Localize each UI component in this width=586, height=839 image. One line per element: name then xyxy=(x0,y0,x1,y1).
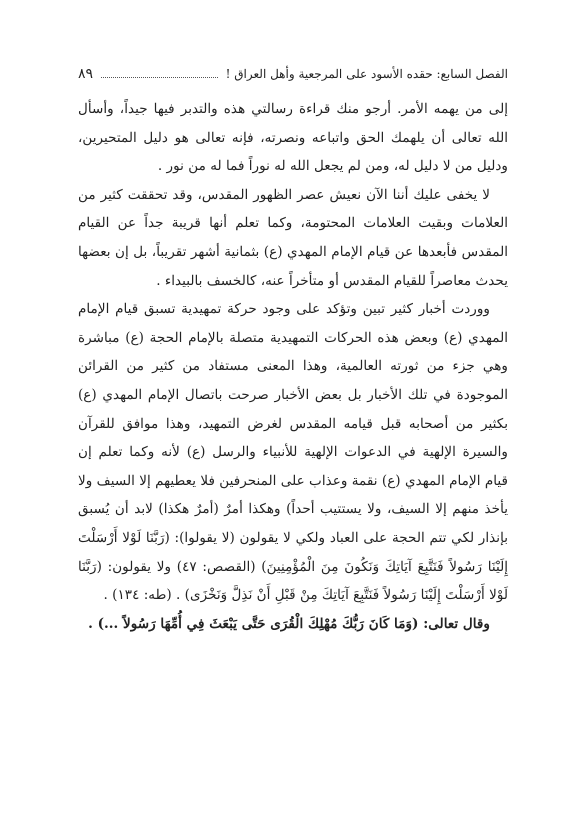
chapter-title: الفصل السابع: حقده الأسود على المرجعية وأهل العراق ! xyxy=(225,67,508,81)
paragraph-2: لا يخفى عليك أننا الآن نعيش عصر الظهور المقدس، وقد تحققت كثير من العلامات وبقيت العلامات المحتومة، وكما تعلم أنها قريبة جداً عن القيام المقدس فأبعدها عن قيام الإمام المهدي (ع) بثمانية أشهر تقريباً، بل إن بعضها يحدث معاصراً للقيام المقدس أو متأخراً عنه، كالخسف بالبيداء . xyxy=(78,186,508,289)
page-body xyxy=(78,95,508,638)
paragraph-3: ووردت أخبار كثير تبين وتؤكد على وجود حركة تمهيدية تسبق قيام الإمام المهدي (ع) وبعض هذه الحركات التمهيدية متصلة بالإمام الحجة (ع) مباشرة وهي جزء من ثورته العالمية، وهذا المعنى مستفاد من كثير من القرائن الموجودة في تلك الأخبار بل بعض الأخبار صرحت باتصال الإمام المهدي (ع) بكثير من أصحابه قبل قيامه المقدس لغرض التمهيد، وهذا موافق للقرآن والسيرة الإلهية في الدعوات الإلهية للأنبياء والرسل (ع) لأنه وكما تعلم إن قيام الإمام المهدي (ع) نقمة وعذاب على المنحرفين فلا يعطيهم إلا السيف ولا يأخذ منهم إلا السيف، ولا يستتيب أحداً) وهكذا أمرٌ (أمرٌ هكذا) لابد أن يُسبق بإنذار لكي تتم الحجة على العباد ولكي لا يقولون (لا يقولوا): (رَبَّنَا لَوْلا أَرْسَلْتَ إِلَيْنَا رَسُولاً فَنَتَّبِعَ آيَاتِكَ وَنَكُونَ مِنَ الْمُؤْمِنِينَ) (القصص: ٤٧) ولا يقولون: (رَبَّنَا لَوْلا أَرْسَلْتَ إِلَيْنَا رَسُولاً فَنَتَّبِعَ آيَاتِكَ مِنْ قَبْلِ أَنْ نَذِلَّ وَنَخْزَى) . (طه: ١٣٤) . xyxy=(78,301,508,604)
paragraph-1: إلى من يهمه الأمر. أرجو منك قراءة رسالتي هذه والتدبر فيها جيداً، وأسأل الله تعالى أن يلهمك الحق واتباعه ونصرته، فإنه تعالى هو دليل المتحيرين، ودليل من لا دليل له، ومن لم يجعل الله له نوراً فما له من نور . xyxy=(78,101,508,175)
paragraph-4: وقال تعالى: (وَمَا كَانَ رَبُّكَ مُهْلِكَ الْقُرَى حَتَّى يَبْعَثَ فِي أُمِّهَا رَسُولاً ...) . xyxy=(88,615,490,632)
dotted-leader xyxy=(101,77,218,78)
running-header xyxy=(78,62,508,82)
page-number: ٨٩ xyxy=(78,66,94,82)
